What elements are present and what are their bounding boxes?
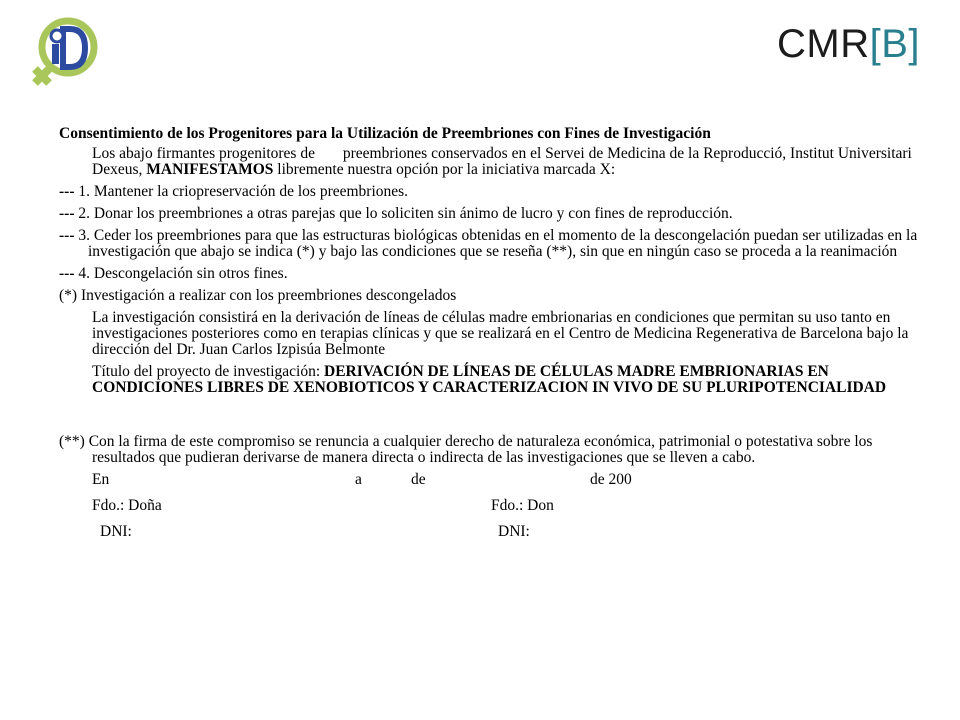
brand-text: CMR xyxy=(777,22,870,66)
gender-id-logo-icon xyxy=(22,14,100,92)
intro-pre: Los abajo firmantes progenitores de xyxy=(92,145,315,162)
intro-end: libremente nuestra opción por la iniciativa marcada X: xyxy=(277,161,616,178)
intro-paragraph xyxy=(59,146,929,178)
brand-title xyxy=(777,22,920,67)
option-dash: --- xyxy=(59,227,75,244)
date-de: de xyxy=(411,471,426,488)
date-en: En xyxy=(92,471,110,488)
waiver-paragraph: (**) Con la firma de este compromiso se renuncia a cualquier derecho de naturaleza económica, patrimonial o potestativa sobre los resultados que pudieran derivarse de manera directa o indirecta de las investigaciones que se lleven a cabo. xyxy=(59,433,873,466)
document-title: Consentimiento de los Progenitores para la Utilización de Preembriones con Fines de Investigación xyxy=(59,125,711,142)
research-heading: (*) Investigación a realizar con los preembriones descongelados xyxy=(59,287,457,304)
signature-line xyxy=(59,498,929,518)
option-2 xyxy=(59,206,929,222)
research-text: La investigación consistirá en la derivación de líneas de células madre embrionarias en condiciones que permitan su uso tanto en investigaciones posteriores como en terapias clínicas y que se realizará en el Centro de Medicina Regenerativa de Barcelona bajo la dirección del Dr. Juan Carlos Izpisúa Belmonte xyxy=(92,309,909,358)
date-year: de 200 xyxy=(590,471,632,488)
project-label: Título del proyecto de investigación: xyxy=(92,363,321,380)
dni-2: DNI: xyxy=(498,523,530,540)
option-dash: --- xyxy=(59,205,75,222)
option-3 xyxy=(59,228,929,260)
signature-dona: Fdo.: Doña xyxy=(92,497,162,514)
option-4 xyxy=(59,266,929,282)
dni-line xyxy=(59,524,929,544)
option-dash: --- xyxy=(59,183,75,200)
option-dash: --- xyxy=(59,265,75,282)
consent-document xyxy=(59,126,929,550)
option-text: 2. Donar los preembriones a otras parejas que lo soliciten sin ánimo de lucro y con fines de reproducción. xyxy=(78,205,733,222)
project-title: DERIVACIÓN DE LÍNEAS DE CÉLULAS MADRE EMBRIONARIAS EN CONDICIONES LIBRES DE XENOBIOTICOS Y CARACTERIZACION IN VIVO DE SU PLURIPOTENCIALIDAD xyxy=(92,363,887,396)
intro-bold: MANIFESTAMOS xyxy=(146,161,274,178)
option-text: 1. Mantener la criopreservación de los preembriones. xyxy=(78,183,409,200)
intro-post: preembriones conservados en el Servei de Medicina de la Reproducció, Institut Universitari Dexeus, xyxy=(92,145,912,178)
signature-don: Fdo.: Don xyxy=(491,497,554,514)
date-line xyxy=(59,472,929,492)
brand-bracket: [B] xyxy=(869,22,920,66)
date-a: a xyxy=(355,471,362,488)
option-1 xyxy=(59,184,929,200)
option-text: 3. Ceder los preembriones para que las estructuras biológicas obtenidas en el momento de la descongelación puedan ser utilizadas en la investigación que abajo se indica (*) y bajo las condiciones que se reseña (**), sin que en ningún caso se proceda a la reanimación xyxy=(78,227,918,260)
project-paragraph xyxy=(59,364,929,396)
option-text: 4. Descongelación sin otros fines. xyxy=(78,265,288,282)
dni-1: DNI: xyxy=(100,523,132,540)
